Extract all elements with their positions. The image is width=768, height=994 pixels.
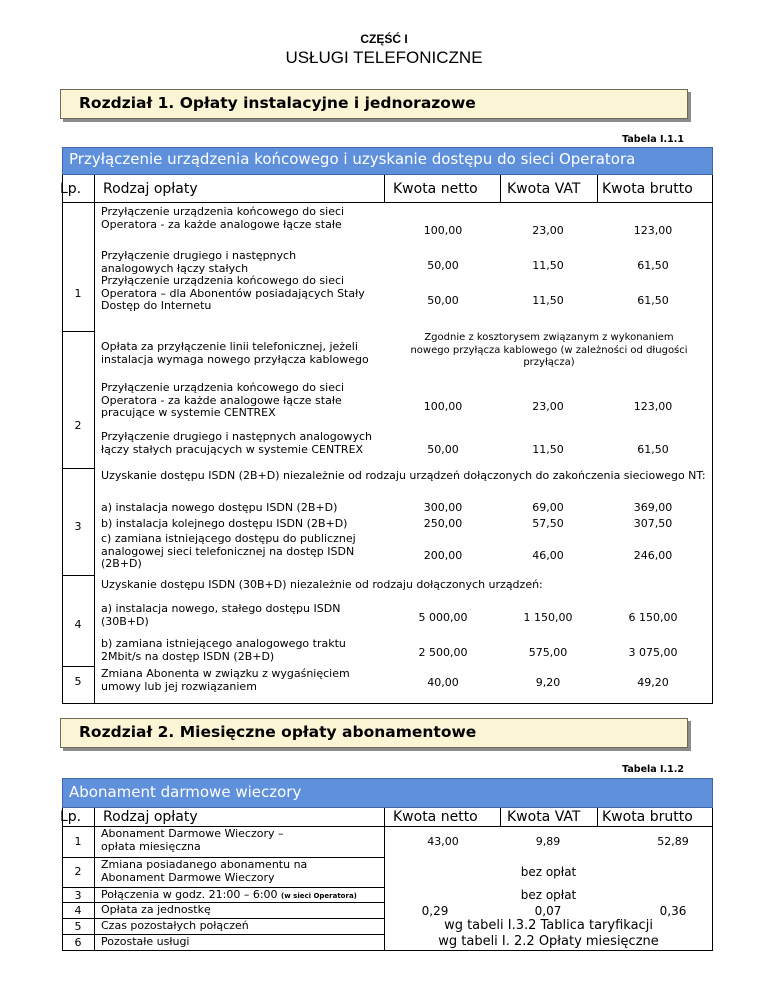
chapter-2-heading: Rozdział 2. Miesięczne opłaty abonamentowe (60, 718, 688, 748)
net-value: 100,00 (423, 224, 463, 237)
header-gross: Kwota brutto (602, 181, 693, 197)
gross-value: 246,00 (633, 549, 673, 562)
fee-desc: Czas pozostałych połączeń (101, 919, 249, 932)
header-type: Rodzaj opłaty (103, 181, 198, 197)
fee-desc: Opłata za przyłączenie linii telefonicznej, jeżeli instalacja wymaga nowego przyłącza kablowego (101, 340, 369, 366)
gross-value: 52,89 (657, 835, 689, 848)
vat-value: 69,00 (532, 501, 564, 514)
table-1 (62, 175, 713, 704)
part-subtitle: USŁUGI TELEFONICZNE (285, 48, 483, 67)
net-value: 40,00 (427, 676, 459, 689)
lp-cell: 5 (74, 920, 82, 933)
lp-cell: 1 (74, 287, 82, 300)
vat-value: 575,00 (528, 646, 568, 659)
lp-cell: 6 (74, 936, 82, 949)
lp-cell: 3 (74, 889, 82, 902)
net-value: 2 500,00 (418, 646, 468, 659)
group-intro: Uzyskanie dostępu ISDN (30B+D) niezależnie od rodzaju dołączonych urządzeń: (101, 578, 543, 591)
vat-value: 9,89 (535, 835, 561, 848)
vat-value: 11,50 (532, 294, 564, 307)
cost-note: Zgodnie z kosztorysem związanym z wykonaniem nowego przyłącza kablowego (w zależności od długości przyłącza) (410, 332, 688, 368)
gross-value: 49,20 (637, 676, 669, 689)
gross-value: 307,50 (633, 517, 673, 530)
vat-value: 57,50 (532, 517, 564, 530)
gross-value: 3 075,00 (628, 646, 678, 659)
fee-desc: Zmiana posiadanego abonamentu na Abonament Darmowe Wieczory (101, 858, 308, 884)
gross-value: 61,50 (637, 259, 669, 272)
fee-value: bez opłat (520, 888, 577, 902)
chapter-1-heading: Rozdział 1. Opłaty instalacyjne i jednorazowe (60, 89, 688, 119)
lp-cell: 4 (74, 904, 82, 917)
header-gross: Kwota brutto (602, 809, 693, 825)
net-value: 50,00 (427, 294, 459, 307)
fee-desc: Pozostałe usługi (101, 935, 190, 948)
gross-value: 61,50 (637, 294, 669, 307)
fee-desc: a) instalacja nowego, stałego dostępu ISDN (30B+D) (101, 602, 341, 628)
table-1-title: Przyłączenie urządzenia końcowego i uzyskanie dostępu do sieci Operatora (62, 147, 713, 175)
gross-value: 61,50 (637, 443, 669, 456)
table-2 (62, 808, 713, 951)
fee-desc-note: (w sieci Operatora) (281, 892, 357, 900)
table-2-label: Tabela I.1.2 (622, 764, 684, 775)
fee-desc: a) instalacja nowego dostępu ISDN (2B+D) (101, 501, 338, 514)
header-lp: Lp. (60, 809, 82, 825)
vat-value: 1 150,00 (523, 611, 573, 624)
net-value: 250,00 (423, 517, 463, 530)
fee-value: wg tabeli I.3.2 Tablica taryfikacji (444, 918, 653, 933)
net-value: 50,00 (427, 443, 459, 456)
net-value: 200,00 (423, 549, 463, 562)
header-net: Kwota netto (393, 181, 478, 197)
fee-desc: b) zamiana istniejącego analogowego traktu 2Mbit/s na dostęp ISDN (2B+D) (101, 637, 346, 663)
lp-cell: 4 (74, 618, 82, 631)
lp-cell: 1 (74, 835, 82, 848)
header-lp: Lp. (60, 181, 82, 197)
fee-desc: b) instalacja kolejnego dostępu ISDN (2B+D) (101, 517, 348, 530)
lp-cell: 5 (74, 675, 82, 688)
vat-value: 11,50 (532, 259, 564, 272)
vat-value: 23,00 (532, 400, 564, 413)
fee-desc: Przyłączenie urządzenia końcowego do sieci Operatora - za każde analogowe łącze stałe pracujące w systemie CENTREX (101, 381, 345, 419)
fee-desc: Abonament Darmowe Wieczory – opłata miesięczna (101, 827, 284, 853)
vat-value: 0,07 (534, 904, 562, 918)
vat-value: 46,00 (532, 549, 564, 562)
gross-value: 0,36 (659, 904, 687, 918)
net-value: 300,00 (423, 501, 463, 514)
lp-cell: 2 (74, 419, 82, 432)
fee-desc: Połączenia w godz. 21:00 – 6:00 (101, 888, 278, 901)
net-value: 43,00 (427, 835, 459, 848)
header-net: Kwota netto (393, 809, 478, 825)
fee-value: bez opłat (520, 865, 577, 879)
fee-desc: Przyłączenie urządzenia końcowego do sieci Operatora - za każde analogowe łącze stałe (101, 205, 345, 231)
fee-desc: Przyłączenie urządzenia końcowego do sieci Operatora – dla Abonentów posiadających Stały Dostęp do Internetu (101, 274, 365, 312)
net-value: 0,29 (421, 904, 449, 918)
table-2-title: Abonament darmowe wieczory (62, 778, 713, 808)
vat-value: 9,20 (535, 676, 561, 689)
lp-cell: 3 (74, 520, 82, 533)
header-vat: Kwota VAT (507, 181, 581, 197)
fee-value: wg tabeli I. 2.2 Opłaty miesięczne (438, 934, 659, 949)
fee-desc: Zmiana Abonenta w związku z wygaśnięciem umowy lub jej rozwiązaniem (101, 667, 350, 693)
fee-desc: Przyłączenie drugiego i następnych analogowych łączy stałych (101, 249, 297, 275)
vat-value: 11,50 (532, 443, 564, 456)
group-intro: Uzyskanie dostępu ISDN (2B+D) niezależnie od rodzaju urządzeń dołączonych do zakończenia sieciowego NT: (101, 469, 706, 482)
fee-desc: Opłata za jednostkę (101, 903, 211, 916)
vat-value: 23,00 (532, 224, 564, 237)
lp-cell: 2 (74, 865, 82, 878)
net-value: 50,00 (427, 259, 459, 272)
fee-desc: c) zamiana istniejącego dostępu do publicznej analogowej sieci telefonicznej na dostęp ISDN (2B+D) (101, 532, 356, 570)
header-type: Rodzaj opłaty (103, 809, 198, 825)
gross-value: 123,00 (633, 400, 673, 413)
fee-desc: Przyłączenie drugiego i następnych analogowych łączy stałych pracujących w systemie CENTREX (101, 430, 373, 456)
net-value: 5 000,00 (418, 611, 468, 624)
gross-value: 6 150,00 (628, 611, 678, 624)
gross-value: 123,00 (633, 224, 673, 237)
part-title: CZĘŚĆ I (360, 32, 408, 46)
net-value: 100,00 (423, 400, 463, 413)
header-vat: Kwota VAT (507, 809, 581, 825)
gross-value: 369,00 (633, 501, 673, 514)
table-1-label: Tabela I.1.1 (622, 134, 684, 145)
